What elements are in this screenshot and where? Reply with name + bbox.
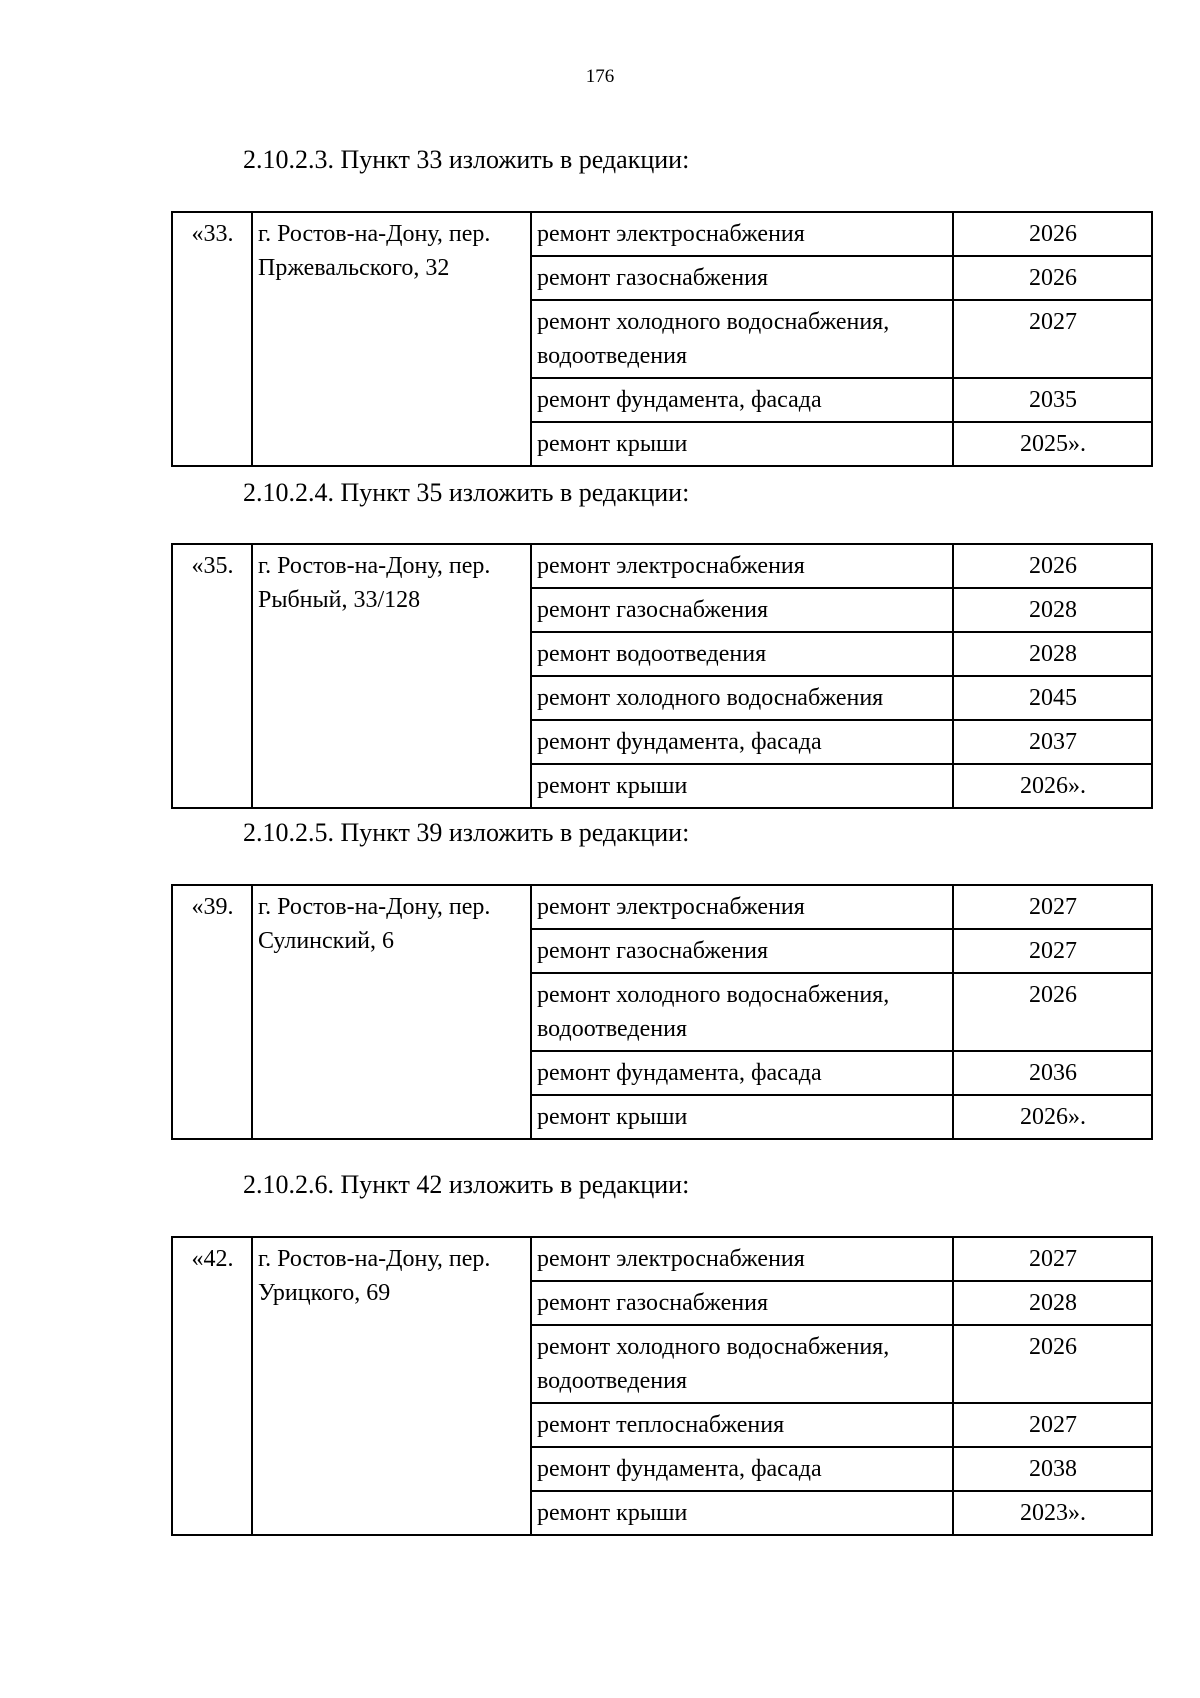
address-cell: г. Ростов-на-Дону, пер. Пржевальского, 32 — [252, 212, 531, 466]
section-heading: 2.10.2.6. Пункт 42 изложить в редакции: — [243, 1170, 690, 1199]
year-cell: 2026 — [953, 973, 1152, 1051]
year-cell: 2026». — [953, 764, 1152, 808]
work-cell: ремонт газоснабжения — [531, 256, 953, 300]
year-cell: 2027 — [953, 1237, 1152, 1281]
work-cell: ремонт газоснабжения — [531, 588, 953, 632]
item-number: «39. — [172, 885, 252, 1139]
work-cell: ремонт фундамента, фасада — [531, 720, 953, 764]
table-row — [172, 544, 1152, 588]
work-cell: ремонт газоснабжения — [531, 929, 953, 973]
work-cell: ремонт теплоснабжения — [531, 1403, 953, 1447]
work-cell: ремонт водоотведения — [531, 632, 953, 676]
work-cell: ремонт крыши — [531, 422, 953, 466]
work-cell: ремонт электроснабжения — [531, 212, 953, 256]
year-cell: 2026 — [953, 1325, 1152, 1403]
item-number: «42. — [172, 1237, 252, 1535]
work-cell: ремонт холодного водоснабжения, водоотведения — [531, 1325, 953, 1403]
address-cell: г. Ростов-на-Дону, пер. Урицкого, 69 — [252, 1237, 531, 1535]
section-heading: 2.10.2.5. Пункт 39 изложить в редакции: — [243, 818, 690, 847]
page-number: 176 — [585, 66, 615, 87]
year-cell: 2025». — [953, 422, 1152, 466]
repair-table — [171, 543, 1153, 809]
section-heading: 2.10.2.3. Пункт 33 изложить в редакции: — [243, 145, 690, 174]
repair-table — [171, 1236, 1153, 1536]
item-number: «33. — [172, 212, 252, 466]
work-cell: ремонт электроснабжения — [531, 1237, 953, 1281]
work-cell: ремонт фундамента, фасада — [531, 1447, 953, 1491]
year-cell: 2027 — [953, 929, 1152, 973]
work-cell: ремонт крыши — [531, 1095, 953, 1139]
work-cell: ремонт крыши — [531, 764, 953, 808]
item-number: «35. — [172, 544, 252, 808]
year-cell: 2023». — [953, 1491, 1152, 1535]
section-heading: 2.10.2.4. Пункт 35 изложить в редакции: — [243, 478, 690, 507]
year-cell: 2027 — [953, 300, 1152, 378]
year-cell: 2036 — [953, 1051, 1152, 1095]
address-cell: г. Ростов-на-Дону, пер. Сулинский, 6 — [252, 885, 531, 1139]
work-cell: ремонт электроснабжения — [531, 544, 953, 588]
table-row — [172, 885, 1152, 929]
year-cell: 2035 — [953, 378, 1152, 422]
work-cell: ремонт электроснабжения — [531, 885, 953, 929]
table-row — [172, 1237, 1152, 1281]
year-cell: 2045 — [953, 676, 1152, 720]
year-cell: 2026 — [953, 544, 1152, 588]
work-cell: ремонт холодного водоснабжения, водоотведения — [531, 300, 953, 378]
repair-table — [171, 884, 1153, 1140]
year-cell: 2027 — [953, 1403, 1152, 1447]
year-cell: 2028 — [953, 632, 1152, 676]
year-cell: 2028 — [953, 588, 1152, 632]
work-cell: ремонт газоснабжения — [531, 1281, 953, 1325]
year-cell: 2027 — [953, 885, 1152, 929]
year-cell: 2026». — [953, 1095, 1152, 1139]
address-cell: г. Ростов-на-Дону, пер. Рыбный, 33/128 — [252, 544, 531, 808]
year-cell: 2037 — [953, 720, 1152, 764]
work-cell: ремонт холодного водоснабжения, водоотведения — [531, 973, 953, 1051]
year-cell: 2026 — [953, 212, 1152, 256]
work-cell: ремонт крыши — [531, 1491, 953, 1535]
work-cell: ремонт холодного водоснабжения — [531, 676, 953, 720]
work-cell: ремонт фундамента, фасада — [531, 1051, 953, 1095]
work-cell: ремонт фундамента, фасада — [531, 378, 953, 422]
year-cell: 2038 — [953, 1447, 1152, 1491]
repair-table — [171, 211, 1153, 467]
year-cell: 2028 — [953, 1281, 1152, 1325]
year-cell: 2026 — [953, 256, 1152, 300]
table-row — [172, 212, 1152, 256]
